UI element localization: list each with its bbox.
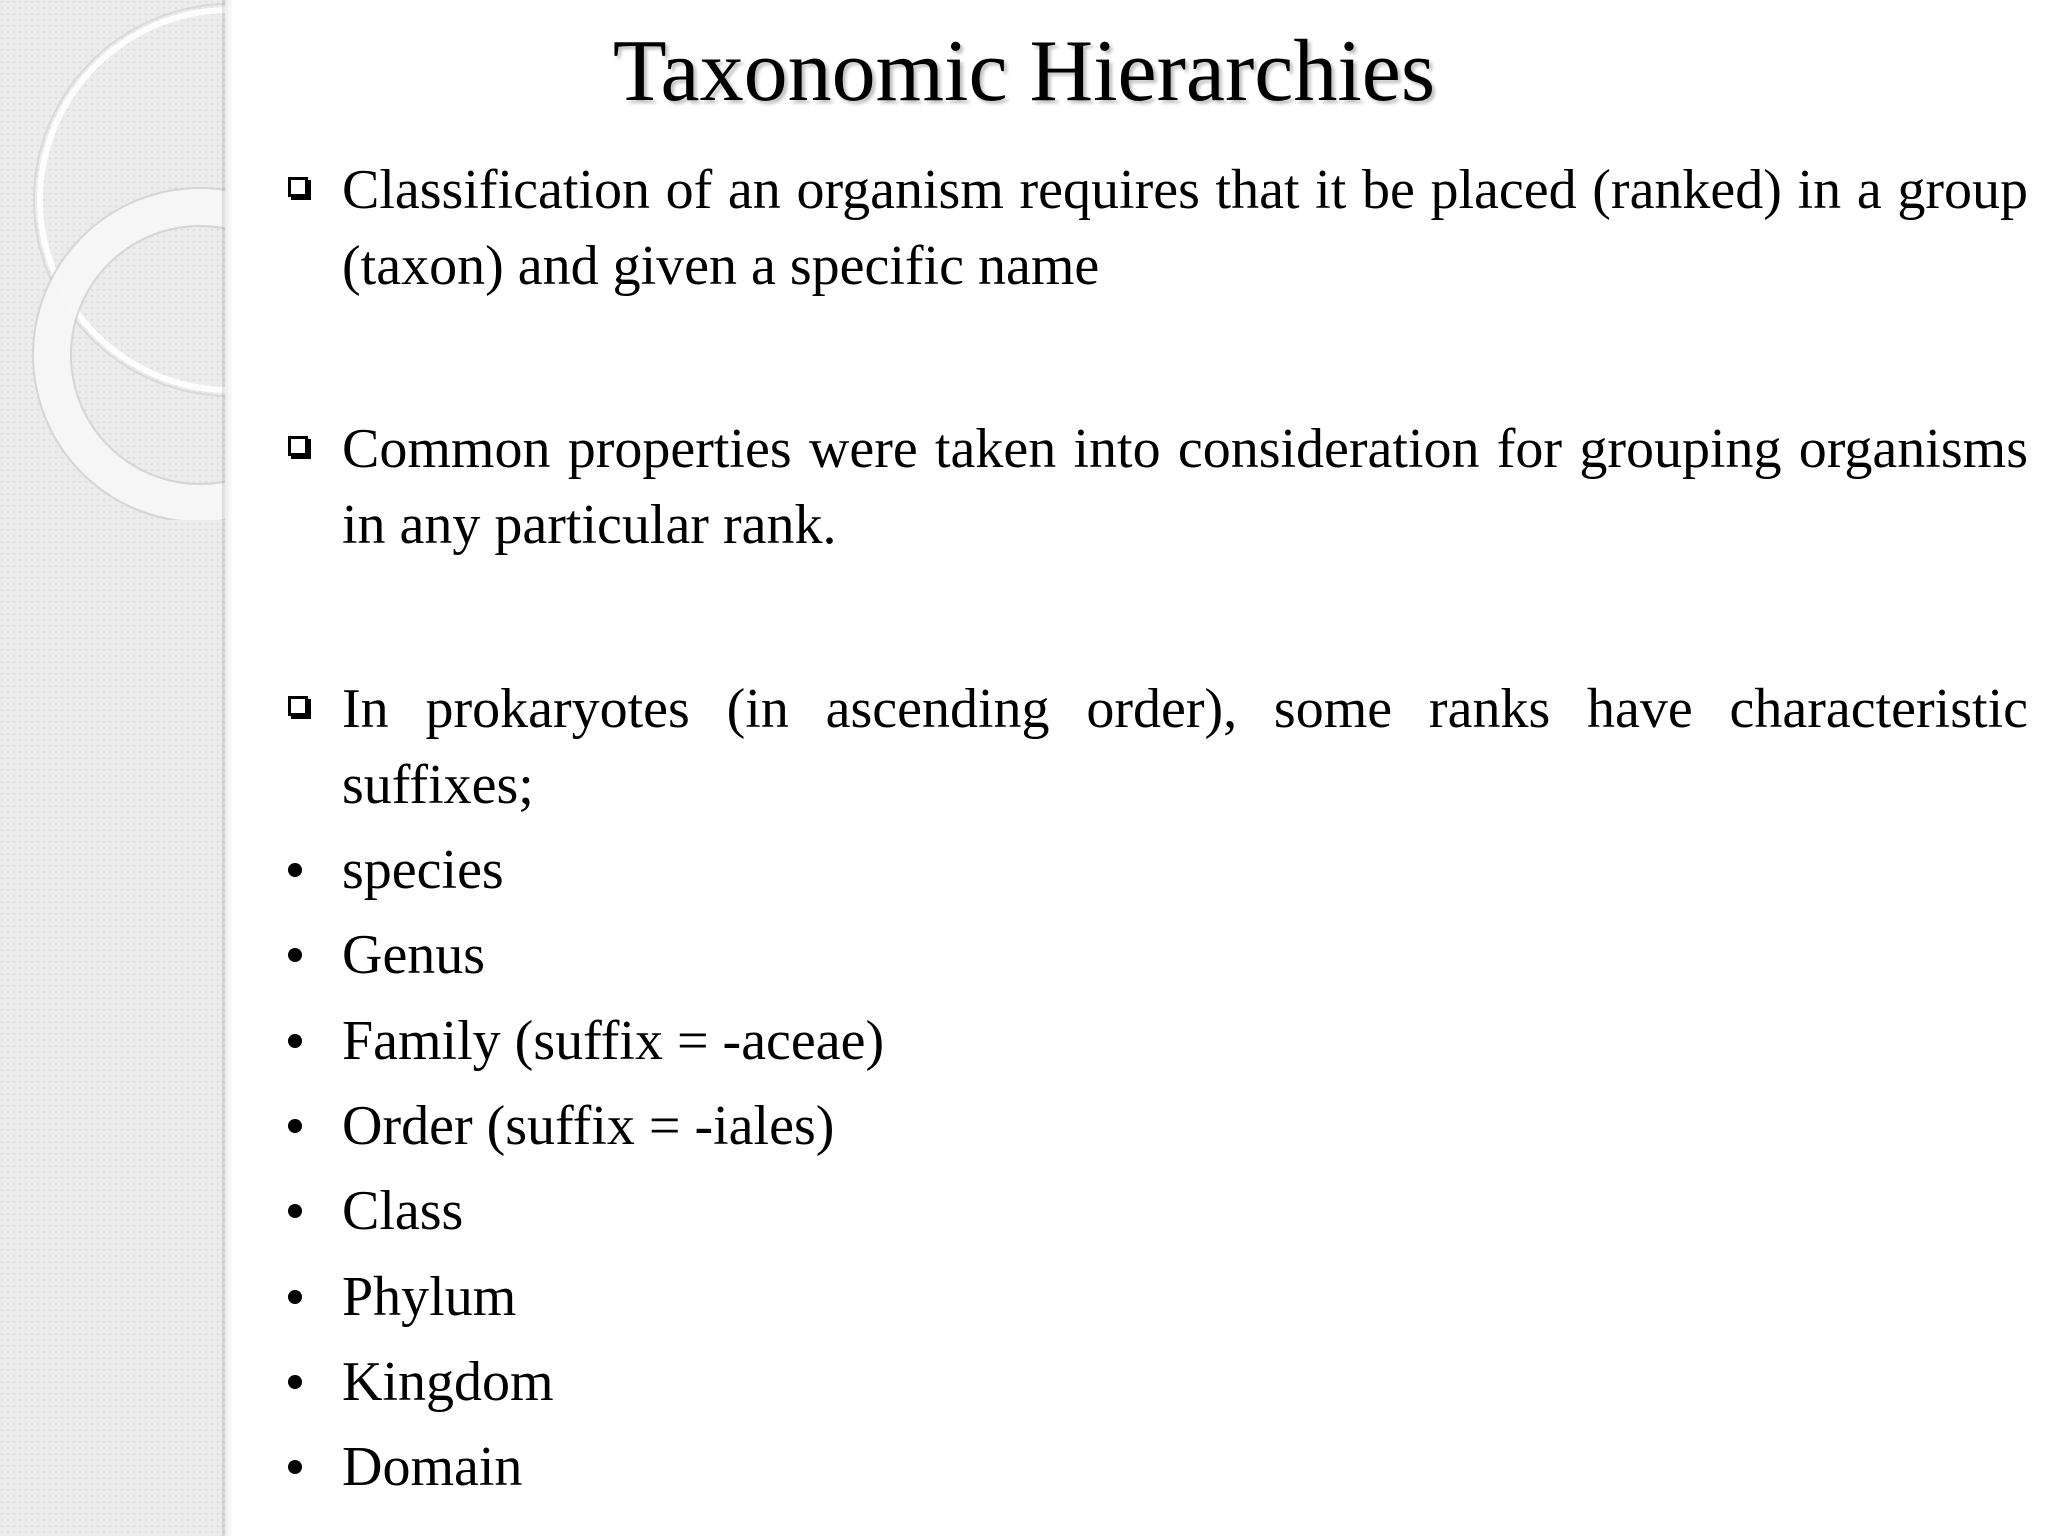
bullet-dot-icon <box>288 1119 302 1133</box>
hollow-square-bullet-icon <box>288 436 318 466</box>
paragraph-1: Classification of an organism requires that it be placed (ranked) in a group (taxon) and given a specific name <box>342 159 2028 297</box>
rank-item-order: Order (suffix = -iales) <box>342 1095 835 1157</box>
rank-item-class: Class <box>342 1180 464 1242</box>
paragraph-3: In prokaryotes (in ascending order), some ranks have characteristic suffixes; <box>342 678 2028 816</box>
rank-item-family: Family (suffix = -aceae) <box>342 1010 885 1072</box>
bullet-dot-icon <box>288 1460 302 1474</box>
side-panel-shadow <box>222 0 234 1536</box>
rank-item-domain: Domain <box>342 1436 523 1498</box>
rank-item-kingdom: Kingdom <box>342 1351 554 1413</box>
bullet-dot-icon <box>288 1204 302 1218</box>
rank-item-genus: Genus <box>342 924 486 986</box>
paragraph-2: Common properties were taken into consideration for grouping organisms in any particular rank. <box>342 418 2028 556</box>
decorative-side-panel <box>0 0 225 1536</box>
bullet-dot-icon <box>288 948 302 962</box>
hollow-square-bullet-icon <box>288 696 318 726</box>
slide-title: Taxonomic Hierarchies <box>612 23 1436 120</box>
rank-item-phylum: Phylum <box>342 1266 517 1328</box>
bullet-dot-icon <box>288 1375 302 1389</box>
rank-item-species: species <box>342 839 504 901</box>
bullet-dot-icon <box>288 863 302 877</box>
hollow-square-bullet-icon <box>288 177 318 207</box>
bullet-dot-icon <box>288 1034 302 1048</box>
bullet-dot-icon <box>288 1290 302 1304</box>
